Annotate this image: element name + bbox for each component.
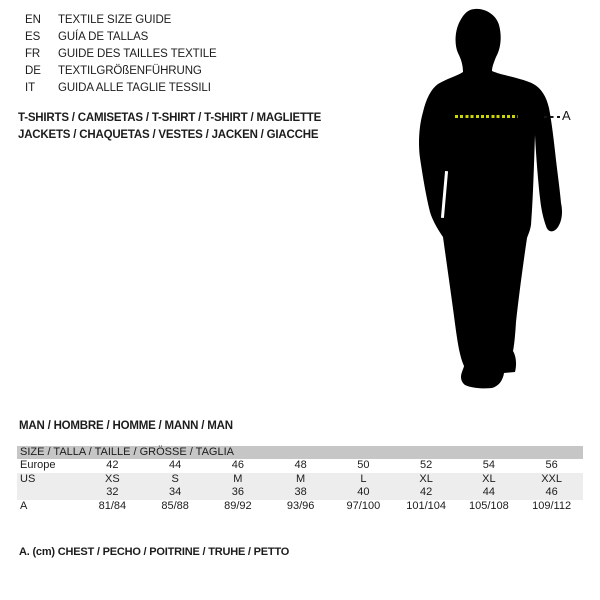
language-code: ES	[25, 31, 41, 43]
table-cell: 109/112	[532, 499, 572, 512]
language-label: GUÍA DE TALLAS	[58, 31, 149, 43]
language-label: GUIDE DES TAILLES TEXTILE	[58, 48, 217, 60]
size-table	[17, 446, 583, 513]
table-cell: 32	[106, 486, 119, 498]
table-cell: M	[296, 472, 306, 485]
language-row	[25, 12, 217, 29]
language-row	[25, 80, 217, 97]
table-row-europe	[17, 459, 583, 473]
table-row-us-numbers	[17, 486, 583, 500]
table-cell: 46	[231, 459, 244, 471]
measure-extension-line	[544, 116, 560, 118]
language-row	[25, 29, 217, 46]
table-cell: 48	[294, 459, 307, 471]
language-code: DE	[25, 65, 41, 77]
language-legend	[25, 12, 217, 97]
table-cell: 36	[231, 486, 244, 498]
table-cell: 38	[294, 486, 307, 498]
language-code: FR	[25, 48, 41, 60]
table-cell: M	[233, 472, 243, 485]
table-cell: 101/104	[406, 499, 446, 512]
category-lines	[18, 110, 321, 144]
table-cell: 52	[420, 459, 433, 471]
table-cell: XS	[105, 472, 120, 485]
table-cell: 56	[545, 459, 558, 471]
table-row-us-letters	[17, 473, 583, 487]
table-cell: 40	[357, 486, 370, 498]
table-cell: 97/100	[346, 499, 381, 512]
table-cell: L	[360, 472, 367, 485]
size-table-header: SIZE / TALLA / TAILLE / GRÖSSE / TAGLIA	[17, 446, 583, 459]
row-label: A	[20, 499, 28, 512]
table-cell: 89/92	[224, 499, 252, 512]
table-cell: XL	[482, 472, 496, 485]
table-cell: 44	[482, 486, 495, 498]
table-cell: 85/88	[161, 499, 189, 512]
measure-label-a: A	[562, 108, 571, 123]
row-label: Europe	[20, 459, 56, 471]
language-label: TEXTILGRÖßENFÜHRUNG	[58, 65, 202, 77]
table-row-chest-a	[17, 500, 583, 514]
category-tshirts: T-SHIRTS / CAMISETAS / T-SHIRT / T-SHIRT / MAGLIETTE	[18, 112, 322, 124]
language-code: IT	[25, 82, 36, 94]
category-jackets: JACKETS / CHAQUETAS / VESTES / JACKEN / GIACCHE	[18, 129, 319, 141]
table-cell: 46	[545, 486, 558, 498]
table-cell: 105/108	[468, 499, 509, 512]
table-cell: XXL	[541, 472, 563, 485]
table-cell: 93/96	[286, 499, 315, 512]
chest-measure-line	[455, 115, 518, 118]
footnote: A. (cm) CHEST / PECHO / POITRINE / TRUHE / PETTO	[19, 546, 290, 558]
language-label: TEXTILE SIZE GUIDE	[58, 14, 172, 26]
table-cell: 42	[420, 486, 433, 498]
table-cell: 42	[106, 459, 119, 471]
man-silhouette	[400, 0, 600, 400]
row-label: US	[20, 472, 36, 485]
table-cell: 54	[482, 459, 495, 471]
man-silhouette-path	[419, 9, 562, 388]
table-cell: 50	[357, 459, 370, 471]
language-row	[25, 46, 217, 63]
table-cell: 34	[169, 486, 182, 498]
table-cell: 81/84	[98, 499, 127, 512]
table-cell: XL	[419, 472, 433, 485]
section-title: MAN / HOMBRE / HOMME / MANN / MAN	[19, 420, 233, 432]
table-cell: 44	[169, 459, 182, 471]
table-cell: S	[171, 472, 179, 485]
man-figure	[400, 0, 600, 400]
language-row	[25, 63, 217, 80]
language-code: EN	[25, 14, 41, 26]
language-label: GUIDA ALLE TAGLIE TESSILI	[58, 82, 211, 94]
